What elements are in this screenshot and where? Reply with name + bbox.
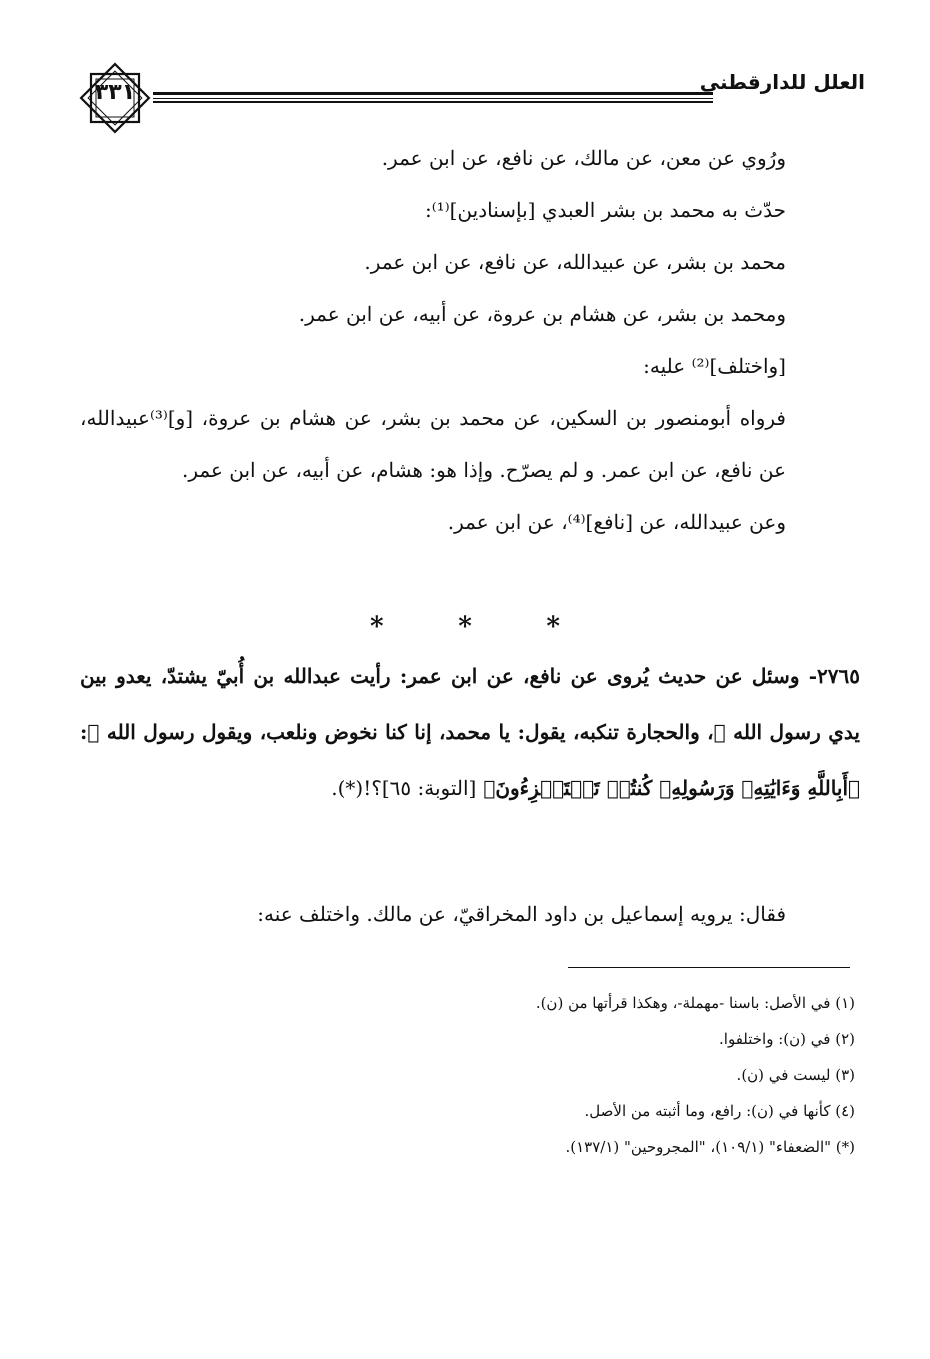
text-line: [واختلف]⁽²⁾ عليه:	[643, 354, 786, 378]
separator-star: *	[546, 612, 560, 642]
answer-text: فقال: يرويه إسماعيل بن داود المخراقيّ، عن مالك. واختلف عنه:	[257, 902, 786, 926]
text-paragraph: فرواه أبومنصور بن السكين، عن محمد بن بشر، عن هشام بن عروة، [و]⁽³⁾عبيدالله، عن نافع، عن ابن عمر. و لم يصرّح. وإذا هو: هشام، عن أبيه، عن ابن عمر.	[80, 406, 786, 482]
running-header	[75, 58, 865, 138]
hadith-entry	[80, 648, 860, 816]
footnote: (٤) كأنها في (ن): رافع، وما أثبته من الأصل.	[584, 1102, 855, 1120]
hadith-text: ٢٧٦٥- وسئل عن حديث يُروى عن نافع، عن ابن عمر: رأيت عبدالله بن أُبيّ يشتدّ، يعدو بين يدي رسول الله ﷺ، والحجارة تنكبه، يقول: يا محمد، إنا كنا نخوض ونلعب، ويقول رسول الله ﷺ: ﴿أَبِاللَّهِ وَءَايَٰتِهِۦ وَرَسُولِهِۦ كُنتُمۡ تَسۡتَهۡزِءُونَ﴾	[80, 664, 860, 800]
footnote: (*) "الضعفاء" (١٠٩/١)، "المجروحين" (١٣٧/١).	[565, 1138, 855, 1156]
footnote: (٢) في (ن): واختلفوا.	[719, 1030, 855, 1048]
header-rule	[153, 98, 713, 99]
footnote: (٣) ليست في (ن).	[736, 1066, 855, 1084]
text-line: وعن عبيدالله، عن [نافع]⁽⁴⁾، عن ابن عمر.	[447, 510, 786, 534]
separator-star: *	[458, 612, 472, 642]
answer-paragraph	[80, 888, 860, 940]
page-number: ٣٣١	[94, 80, 136, 105]
footnote: (١) في الأصل: باسنا -مهملة-، وهكذا قرأتها من (ن).	[535, 994, 855, 1012]
book-title: العلل للدارقطني	[699, 70, 865, 94]
quran-reference: [التوبة: ٦٥]؟!(*).	[331, 776, 477, 800]
header-rule	[153, 101, 713, 103]
text-line: حدّث به محمد بن بشر العبدي [بإسنادين]⁽¹⁾:	[425, 198, 786, 222]
text-line: ورُوي عن معن، عن مالك، عن نافع، عن ابن عمر.	[381, 146, 786, 170]
separator-star: *	[370, 612, 384, 642]
footnotes	[300, 985, 855, 1165]
main-text	[80, 132, 860, 548]
header-rule	[153, 92, 713, 95]
text-line: محمد بن بشر، عن عبيدالله، عن نافع، عن ابن عمر.	[364, 250, 786, 274]
section-separator	[370, 612, 560, 642]
text-line: ومحمد بن بشر، عن هشام بن عروة، عن أبيه، عن ابن عمر.	[298, 302, 786, 326]
footnote-divider	[568, 967, 850, 968]
